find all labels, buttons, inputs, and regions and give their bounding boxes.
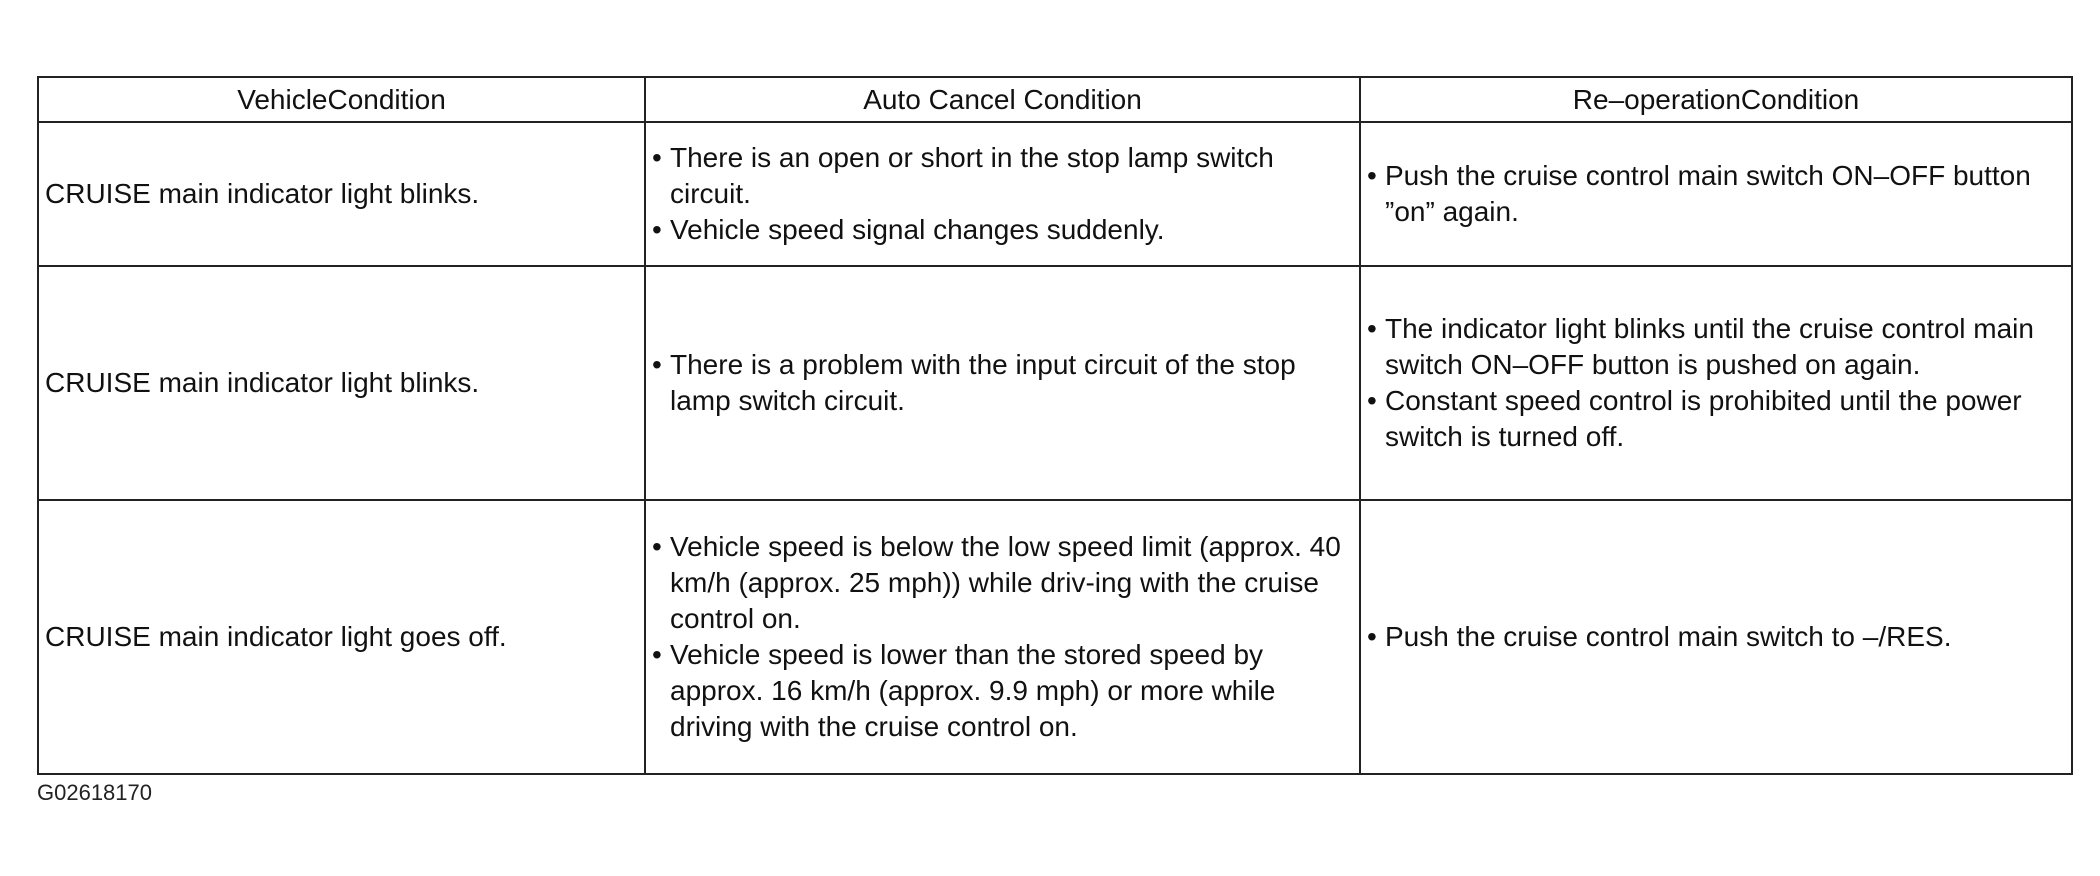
table-row (38, 122, 2072, 266)
auto-cancel-cell (645, 266, 1360, 500)
header-auto-cancel-condition: Auto Cancel Condition (645, 77, 1360, 122)
auto-cancel-list (652, 529, 1349, 745)
list-item: • The indicator light blinks until the cruise control main switch ON–OFF button is pushed on again. (1367, 311, 2061, 383)
vehicle-condition-cell: CRUISE main indicator light goes off. (38, 500, 645, 774)
header-reoperation-condition: Re–operationCondition (1360, 77, 2072, 122)
auto-cancel-cell (645, 122, 1360, 266)
figure-id: G02618170 (37, 780, 152, 805)
auto-cancel-list (652, 347, 1349, 419)
reoperation-cell (1360, 500, 2072, 774)
table-row (38, 266, 2072, 500)
list-item: • Vehicle speed signal changes suddenly. (652, 212, 1349, 248)
header-vehicle-condition: VehicleCondition (38, 77, 645, 122)
reoperation-list (1367, 619, 2061, 655)
reoperation-cell (1360, 266, 2072, 500)
list-item: • Constant speed control is prohibited until the power switch is turned off. (1367, 383, 2061, 455)
table-row (38, 500, 2072, 774)
list-item: • There is a problem with the input circuit of the stop lamp switch circuit. (652, 347, 1349, 419)
table-header-row (38, 77, 2072, 122)
vehicle-condition-cell: CRUISE main indicator light blinks. (38, 266, 645, 500)
auto-cancel-cell (645, 500, 1360, 774)
list-item: • There is an open or short in the stop lamp switch circuit. (652, 140, 1349, 212)
reoperation-list (1367, 158, 2061, 230)
list-item: • Vehicle speed is below the low speed limit (approx. 40 km/h (approx. 25 mph)) while driv-ing with the cruise control on. (652, 529, 1349, 637)
cruise-cancel-conditions-table (37, 76, 2073, 775)
auto-cancel-list (652, 140, 1349, 248)
reoperation-cell (1360, 122, 2072, 266)
reoperation-list (1367, 311, 2061, 455)
list-item: • Push the cruise control main switch to –/RES. (1367, 619, 2061, 655)
list-item: • Vehicle speed is lower than the stored speed by approx. 16 km/h (approx. 9.9 mph) or more while driving with the cruise control on. (652, 637, 1349, 745)
list-item: • Push the cruise control main switch ON–OFF button ”on” again. (1367, 158, 2061, 230)
vehicle-condition-cell: CRUISE main indicator light blinks. (38, 122, 645, 266)
